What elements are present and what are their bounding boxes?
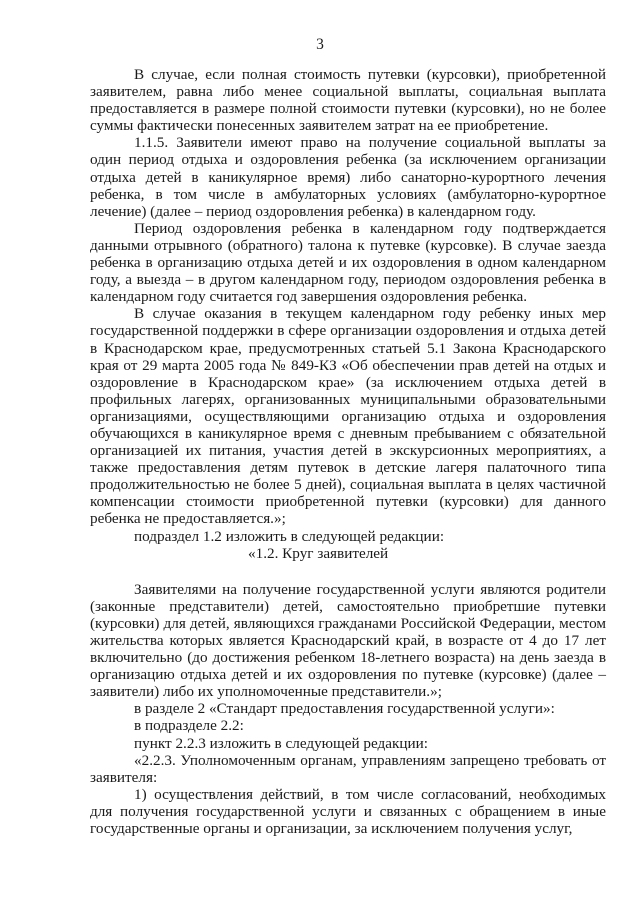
paragraph-period-confirmation: Период оздоровления ребенка в календарном году подтверждается данными отрывного (обратного) талона к путевке (курсовке). В случае заезда ребенка в организацию отдыха детей и их оздоровления в одном календарном году, а выезда – в другом календарном году, периодом оздоровления ребенка в календарном году считается год завершения оздоровления ребенка.: [90, 219, 606, 306]
page-number: 3: [316, 36, 324, 53]
paragraph-cost-equal: В случае, если полная стоимость путевки (курсовки), приобретенной заявителем, равна либо менее социальной выплаты, социальная выплата предоставляется в размере полной стоимости путевки (курсовки), но не более суммы фактически понесенных заявителем затрат на ее приобретение.: [90, 66, 606, 135]
paragraph-section-2: в разделе 2 «Стандарт предоставления государственной услуги»:: [134, 700, 555, 718]
paragraph-subsection-1-2-intro: подраздел 1.2 изложить в следующей редакции:: [134, 527, 445, 545]
paragraph-applicants: Заявителями на получение государственной услуги являются родители (законные представители) детей, самостоятельно приобретшие путевки (курсовки) для детей, являющихся гражданами Российской Федерации, местом жительства которых является Краснодарский край, в возрасте от 4 до 17 лет включительно (до достижения ребенком 18-летнего возраста) на день заезда в организацию отдыха детей и их оздоровления по путевке (курсовке) (далее – заявители) либо их уполномоченные представители.»;: [90, 580, 606, 701]
subsection-heading-1-2: «1.2. Круг заявителей: [248, 544, 389, 562]
paragraph-subsection-2-2: в подразделе 2.2:: [134, 717, 244, 735]
document-body: [90, 66, 606, 837]
paragraph-item-2-2-3-intro: пункт 2.2.3 изложить в следующей редакции:: [134, 734, 428, 752]
paragraph-list-item-1: 1) осуществления действий, в том числе согласований, необходимых для получения государственной услуги и связанных с обращением в иные государственные органы и организации, за исключением получения услуг,: [90, 785, 606, 838]
paragraph-other-support: В случае оказания в текущем календарном году ребенку иных мер государственной поддержки в сфере организации оздоровления и отдыха детей в Краснодарском крае, предусмотренных статьей 5.1 Закона Краснодарского края от 29 марта 2005 года № 849-КЗ «Об обеспечении прав детей на отдых и оздоровление в Краснодарском крае» (за исключением отдыха детей в профильных лагерях, организованных муниципальными образовательными организациями, осуществляющими организацию отдыха и оздоровления обучающихся в каникулярное время с дневным пребыванием с обязательной организацией их питания, участия детей в экскурсионных мероприятиях, а также предоставления детям путевок в детские лагеря палаточного типа продолжительностью не более 5 дней), социальная выплата в целях частичной компенсации стоимости приобретенной путевки (курсовки) для данного ребенка не предоставляется.»;: [90, 305, 606, 528]
paragraph-1-1-5: 1.1.5. Заявители имеют право на получение социальной выплаты за один период отдыха и оздоровления ребенка (за исключением организации отдыха детей в каникулярное время) либо санаторно-курортного лечения ребенка, в том числе в амбулаторных условиях (амбулаторно-курортное лечение) (далее – период оздоровления ребенка) в календарном году.: [90, 134, 606, 220]
paragraph-item-2-2-3: «2.2.3. Уполномоченным органам, управлениям запрещено требовать от заявителя:: [90, 751, 606, 786]
